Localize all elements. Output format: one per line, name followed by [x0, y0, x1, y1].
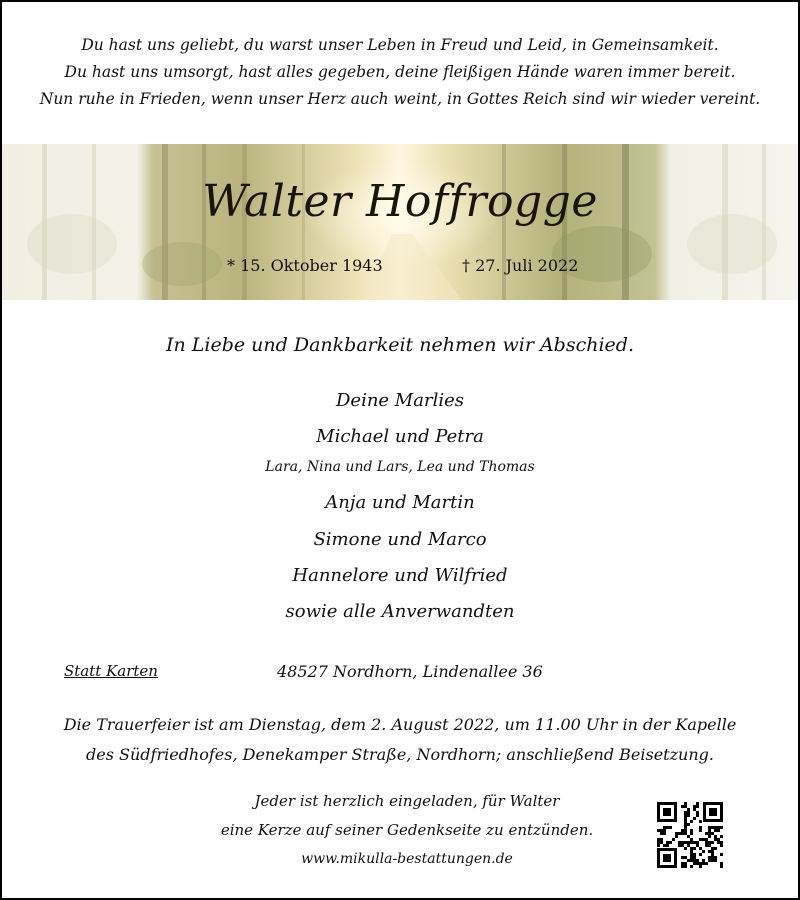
birth-date: * 15. Oktober 1943	[227, 256, 383, 275]
ceremony-line: Die Trauerfeier ist am Dienstag, dem 2. August 2022, um 11.00 Uhr in der Kapelle	[63, 715, 737, 734]
mourner-line: Michael und Petra	[316, 426, 484, 447]
poem-line: Du hast uns geliebt, du warst unser Leben in Freud und Leid, in Gemeinsamkeit.	[81, 36, 719, 54]
website-link[interactable]: www.mikulla-bestattungen.de	[301, 851, 513, 867]
invitation-line: Jeder ist herzlich eingeladen, für Walter	[254, 792, 560, 810]
death-date: † 27. Juli 2022	[462, 256, 579, 275]
farewell-text: In Liebe und Dankbarkeit nehmen wir Abschied.	[166, 334, 634, 356]
forest-banner	[2, 144, 798, 300]
qr-code-icon[interactable]	[657, 802, 723, 868]
mourner-line: Deine Marlies	[336, 390, 464, 411]
ceremony-line: des Südfriedhofes, Denekamper Straße, Nordhorn; anschließend Beisetzung.	[86, 745, 714, 764]
statt-karten-label: Statt Karten	[64, 662, 158, 680]
poem-line: Nun ruhe in Frieden, wenn unser Herz auch weint, in Gottes Reich sind wir wieder vereint.	[39, 90, 761, 108]
mourner-line: Anja und Martin	[325, 492, 475, 513]
family-address: 48527 Nordhorn, Lindenallee 36	[277, 662, 543, 681]
qr-code-graphic	[657, 802, 723, 868]
mourner-line: Simone und Marco	[313, 529, 487, 550]
mourner-line: sowie alle Anverwandten	[285, 601, 515, 622]
mourner-line: Hannelore und Wilfried	[292, 565, 508, 586]
candle-invitation	[202, 787, 612, 845]
deceased-name: Walter Hoffrogge	[202, 176, 598, 227]
poem-line: Du hast uns umsorgt, hast alles gegeben, deine fleißigen Hände waren immer bereit.	[64, 63, 736, 81]
mourner-children: Lara, Nina und Lars, Lea und Thomas	[265, 459, 535, 475]
ceremony-info	[2, 710, 798, 770]
invitation-line: eine Kerze auf seiner Gedenkseite zu entzünden.	[220, 821, 594, 839]
poem	[2, 32, 798, 113]
